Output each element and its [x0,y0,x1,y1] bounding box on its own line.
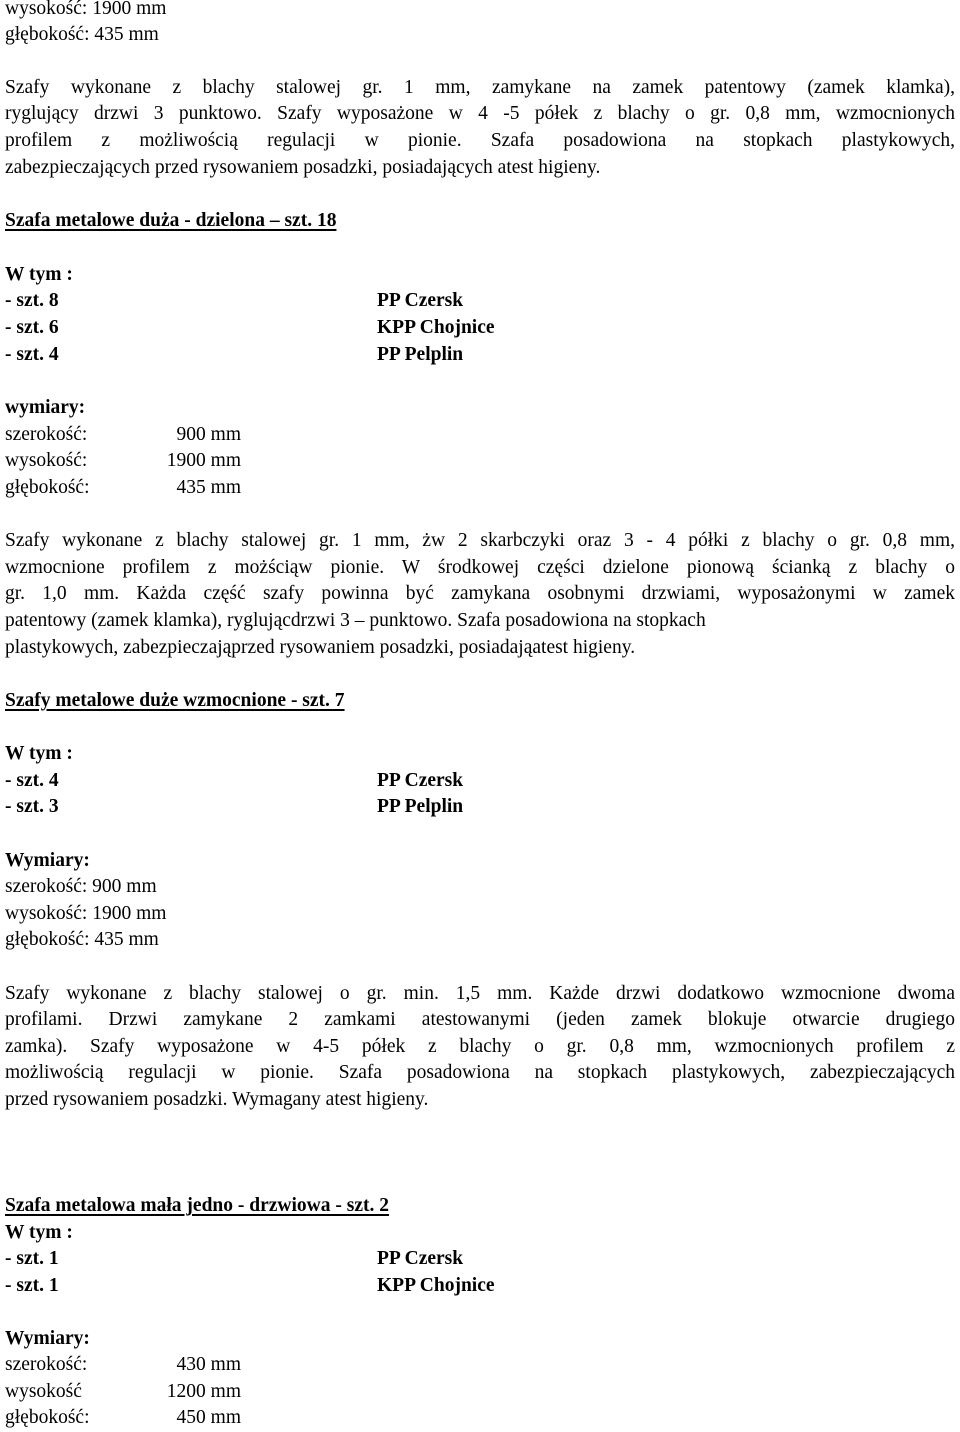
dim-value: 1200 mm [166,1381,241,1402]
section2-para-line: Szafy wykonane z blachy stalowej o gr. min. 1,5 mm. Każde drzwi dodatkowo wzmocnione dwoma [5,983,955,1004]
top-depth: głębokość: 435 mm [5,24,159,45]
section2-para-line: przed rysowaniem posadzki. Wymagany atest higieny. [5,1089,429,1110]
section1-para-line: Szafy wykonane z blachy stalowej gr. 1 mm, żw 2 skarbczyki oraz 3 - 4 półki z blachy o gr. 0,8 mm, [5,530,955,551]
section1-row [5,315,955,341]
dim-label: głębokość: [5,477,90,498]
row-qty: - szt. 4 [5,770,59,791]
section1-para-line: gr. 1,0 mm. Każda część szafy powinna być zamykana osobnymi drzwiami, wyposażonymi w zamek [5,583,955,604]
row-qty: - szt. 8 [5,290,59,311]
dim-label: głębokość: [5,1407,90,1428]
section2-dims-header: Wymiary: [5,850,90,871]
para1-line: zabezpieczających przed rysowaniem posadzki, posiadających atest higieny. [5,157,601,178]
section1-dims-header: wymiary: [5,397,86,418]
dim-value: 435 mm [176,477,241,498]
row-qty: - szt. 1 [5,1248,59,1269]
row-place: PP Pelplin [377,344,464,365]
section1-row [5,288,955,314]
section2-para-line: zamka). Szafy wyposażone w 4-5 półek z blachy o gr. 0,8 mm, wzmocnionych profilem z [5,1036,955,1057]
dim-value: 900 mm [176,424,241,445]
dim-label: wysokość: [5,450,88,471]
dim-row [5,1352,955,1378]
dim-label: wysokość [5,1381,82,1402]
section1-para-line: plastykowych, zabezpieczająprzed rysowaniem posadzki, posiadająatest higieny. [5,637,636,658]
row-qty: - szt. 4 [5,344,59,365]
row-qty: - szt. 3 [5,796,59,817]
row-qty: - szt. 1 [5,1275,59,1296]
row-qty: - szt. 6 [5,317,59,338]
section2-row [5,794,955,820]
dim-row [5,1405,955,1431]
section2-para-line: możliwością regulacji w pionie. Szafa posadowiona na stopkach plastykowych, zabezpieczających [5,1062,955,1083]
dim-value: 450 mm [176,1407,241,1428]
dim-value: 1900 mm [166,450,241,471]
section3-w-tym: W tym : [5,1222,73,1243]
para1-line: ryglujący drzwi 3 punktowo. Szafy wyposażone w 4 -5 półek z blachy o gr. 0,8 mm, wzmocnionych [5,103,955,124]
dim-line: szerokość: 900 mm [5,876,157,897]
section2-row [5,768,955,794]
section1-para-line: patentowy (zamek klamka), ryglującdrzwi 3 – punktowo. Szafa posadowiona na stopkach [5,610,706,631]
dim-row [5,448,955,474]
para1-line: Szafy wykonane z blachy stalowej gr. 1 mm, zamykane na zamek patentowy (zamek klamka), [5,77,955,98]
para1-line: profilem z możliwością regulacji w pionie. Szafa posadowiona na stopkach plastykowych, [5,130,955,151]
dim-line: głębokość: 435 mm [5,929,159,950]
section3-row [5,1246,955,1272]
dim-row [5,475,955,501]
dim-label: szerokość: [5,424,88,445]
section2-title: Szafy metalowe duże wzmocnione - szt. 7 [5,690,345,711]
section3-row [5,1273,955,1299]
section2-w-tym: W tym : [5,743,73,764]
section3-title: Szafa metalowa mała jedno - drzwiowa - szt. 2 [5,1195,389,1216]
top-height: wysokość: 1900 mm [5,0,167,19]
row-place: KPP Chojnice [377,317,495,338]
row-place: KPP Chojnice [377,1275,495,1296]
dim-label: szerokość: [5,1354,88,1375]
section1-row [5,342,955,368]
row-place: PP Czersk [377,290,464,311]
row-place: PP Czersk [377,1248,464,1269]
dim-line: wysokość: 1900 mm [5,903,167,924]
dim-value: 430 mm [176,1354,241,1375]
section1-title: Szafa metalowe duża - dzielona – szt. 18 [5,210,337,231]
section3-dims-header: Wymiary: [5,1328,90,1349]
dim-row [5,1379,955,1405]
row-place: PP Pelplin [377,796,464,817]
section2-para-line: profilami. Drzwi zamykane 2 zamkami atestowanymi (jeden zamek blokuje otwarcie drugiego [5,1009,955,1030]
row-place: PP Czersk [377,770,464,791]
dim-row [5,422,955,448]
section1-w-tym: W tym : [5,264,73,285]
section1-para-line: wzmocnione profilem z możściąw pionie. W środkowej części dzielone pionową ścianką z blachy o [5,557,955,578]
